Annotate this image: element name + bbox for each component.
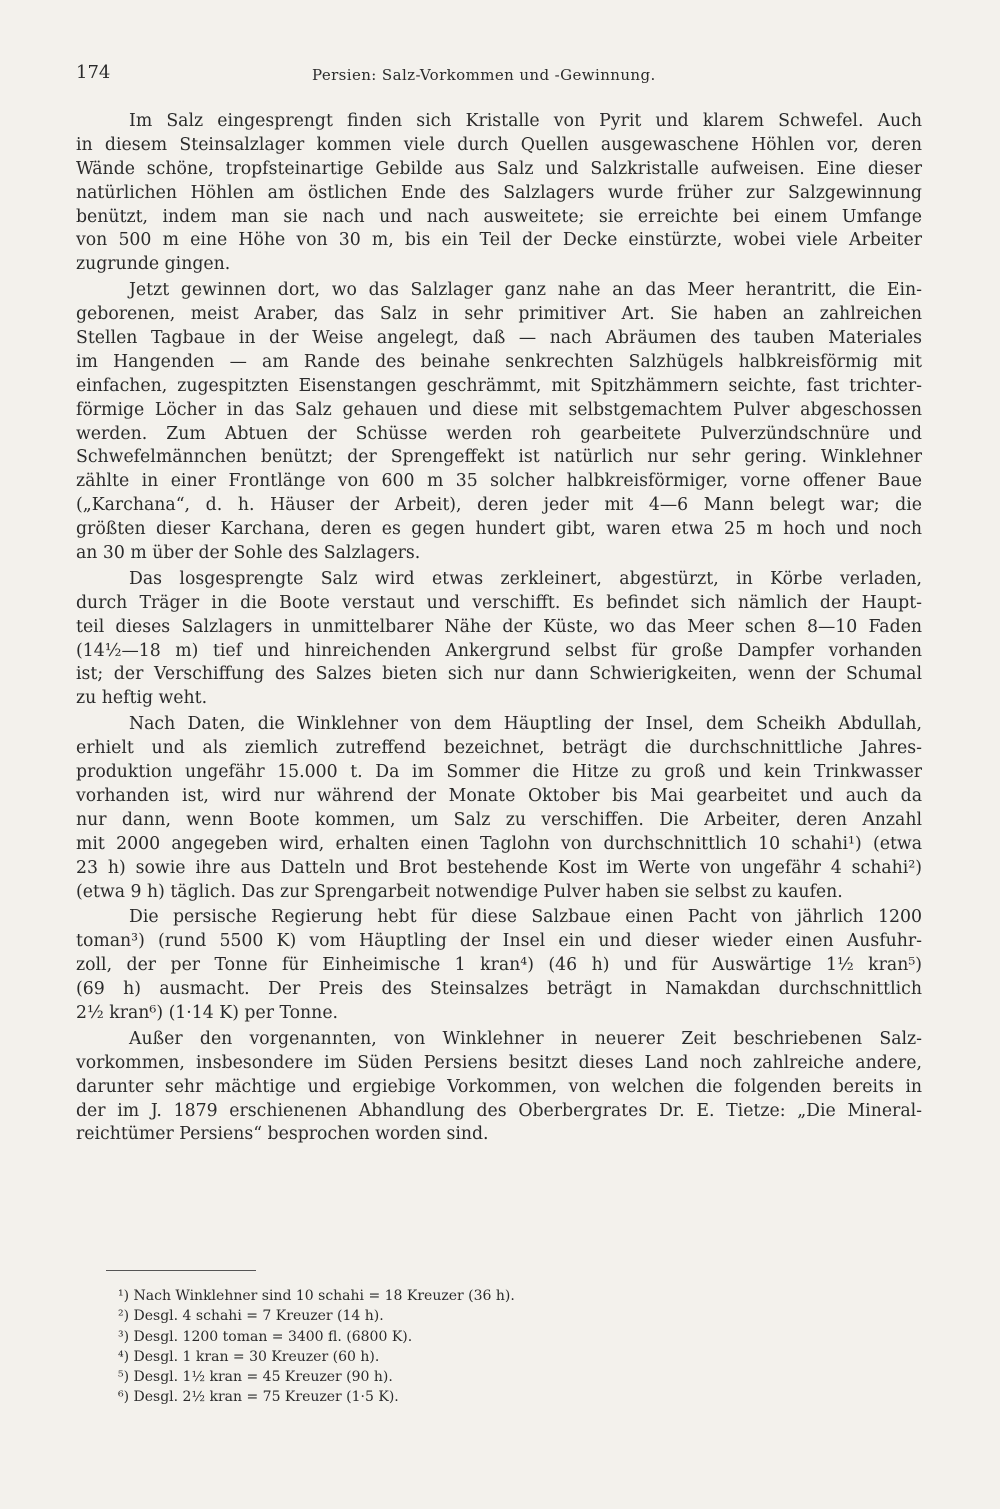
text-line: Stellen Tagbaue in der Weise angelegt, daß — nach Abräumen des tauben Materiales	[76, 328, 922, 349]
paragraph	[76, 1028, 922, 1147]
paragraph	[76, 279, 922, 566]
text-line: zugrunde gingen.	[76, 254, 231, 275]
text-line: werden. Zum Abtuen der Schüsse werden roh gearbeitete Pulverzündschnüre und	[76, 423, 922, 444]
text-line: (14½—18 m) tief und hinreichenden Ankergrund selbst für große Dampfer vorhanden	[76, 640, 922, 661]
running-head: Persien: Salz-Vorkommen und -Gewinnung.	[312, 66, 656, 84]
text-line: mit 2000 angegeben wird, erhalten einen Taglohn von durchschnittlich 10 schahi¹) (etwa	[76, 833, 922, 854]
footnote: ¹) Nach Winklehner sind 10 schahi = 18 Kreuzer (36 h).	[118, 1288, 515, 1304]
text-line: zählte in einer Frontlänge von 600 m 35 solcher halbkreisförmiger, vorne offener Baue	[76, 471, 922, 492]
paragraph	[76, 713, 922, 904]
text-line: förmige Löcher in das Salz gehauen und diese mit selbstgemachtem Pulver abgeschossen	[76, 399, 922, 420]
text-line: Das losgesprengte Salz wird etwas zerkleinert, abgestürzt, in Körbe verladen,	[129, 568, 922, 589]
text-line: einfachen, zugespitzten Eisenstangen geschrämmt, mit Spitzhämmern seichte, fast trichter-	[76, 375, 922, 396]
text-line: benützt, indem man sie nach und nach ausweitete; sie erreichte bei einem Umfange	[76, 206, 922, 227]
text-line: (69 h) ausmacht. Der Preis des Steinsalzes beträgt in Namakdan durchschnittlich	[76, 979, 922, 1000]
text-line: darunter sehr mächtige und ergiebige Vorkommen, von welchen die folgenden bereits in	[76, 1076, 922, 1097]
text-line: Wände schöne, tropfsteinartige Gebilde aus Salz und Salzkristalle aufweisen. Eine dieser	[76, 158, 922, 179]
text-line: durch Träger in die Boote verstaut und verschifft. Es befindet sich nämlich der Haupt-	[76, 592, 922, 613]
text-line: („Karchana“, d. h. Häuser der Arbeit), deren jeder mit 4—6 Mann belegt war; die	[76, 495, 922, 516]
text-line: erhielt und als ziemlich zutreffend bezeichnet, beträgt die durchschnittliche Jahres-	[76, 738, 922, 759]
text-line: toman³) (rund 5500 K) vom Häuptling der Insel ein und dieser wieder einen Ausfuhr-	[76, 931, 922, 952]
page-number: 174	[76, 62, 111, 83]
text-line: vorkommen, insbesondere im Süden Persiens besitzt dieses Land noch zahlreiche andere,	[76, 1052, 922, 1073]
text-line: an 30 m über der Sohle des Salzlagers.	[76, 543, 421, 564]
text-line: nur dann, wenn Boote kommen, um Salz zu verschiffen. Die Arbeiter, deren Anzahl	[76, 809, 922, 830]
text-line: ist; der Verschiffung des Salzes bieten sich nur dann Schwierigkeiten, wenn der Schumal	[76, 664, 922, 685]
footnote: ⁵) Desgl. 1½ kran = 45 Kreuzer (90 h).	[118, 1369, 393, 1386]
text-line: Die persische Regierung hebt für diese Salzbaue einen Pacht von jährlich 1200	[129, 907, 922, 928]
text-line: 23 h) sowie ihre aus Datteln und Brot bestehende Kost im Werte von ungefähr 4 schahi²)	[76, 857, 922, 878]
text-line: in diesem Steinsalzlager kommen viele durch Quellen ausgewaschene Höhlen vor, deren	[76, 134, 922, 155]
text-line: Schwefelmännchen benützt; der Sprengeffekt ist natürlich nur sehr gering. Winklehner	[76, 447, 922, 468]
paragraph	[76, 906, 922, 1025]
text-line: der im J. 1879 erschienenen Abhandlung des Oberbergrates Dr. E. Tietze: „Die Mineral-	[76, 1100, 922, 1121]
page-header	[76, 62, 926, 90]
text-line: natürlichen Höhlen am östlichen Ende des Salzlagers wurde früher zur Salzgewinnung	[76, 182, 922, 203]
text-line: vorhanden ist, wird nur während der Monate Oktober bis Mai gearbeitet und auch da	[76, 785, 922, 806]
text-line: Jetzt gewinnen dort, wo das Salzlager ganz nahe an das Meer herantritt, die Ein-	[129, 280, 922, 301]
text-line: produktion ungefähr 15.000 t. Da im Sommer die Hitze zu groß und kein Trinkwasser	[76, 762, 922, 783]
footnote: ²) Desgl. 4 schahi = 7 Kreuzer (14 h).	[118, 1308, 384, 1325]
footnote: ⁶) Desgl. 2½ kran = 75 Kreuzer (1·5 K).	[118, 1389, 399, 1406]
text-line: zu heftig weht.	[76, 688, 208, 709]
text-line: größten dieser Karchana, deren es gegen hundert gibt, waren etwa 25 m hoch und noch	[76, 519, 922, 540]
text-line: teil dieses Salzlagers in unmittelbarer Nähe der Küste, wo das Meer schen 8—10 Faden	[76, 616, 922, 637]
text-line: Im Salz eingesprengt finden sich Kristalle von Pyrit und klarem Schwefel. Auch	[129, 111, 922, 131]
text-line: (etwa 9 h) täglich. Das zur Sprengarbeit notwendige Pulver haben sie selbst zu kaufen.	[76, 881, 843, 902]
footnote: ³) Desgl. 1200 toman = 3400 fl. (6800 K).	[118, 1328, 413, 1345]
text-line: im Hangenden — am Rande des beinahe senkrechten Salzhügels halbkreisförmig mit	[76, 351, 922, 372]
text-line: zoll, der per Tonne für Einheimische 1 kran⁴) (46 h) und für Auswärtige 1½ kran⁵)	[76, 955, 922, 976]
body-text	[76, 110, 922, 1149]
paragraph	[76, 110, 922, 277]
text-line: 2½ kran⁶) (1·14 K) per Tonne.	[76, 1002, 339, 1023]
paragraph	[76, 568, 922, 711]
text-line: Außer den vorgenannten, von Winklehner in neuerer Zeit beschriebenen Salz-	[129, 1028, 922, 1049]
text-line: von 500 m eine Höhe von 30 m, bis ein Teil der Decke einstürzte, wobei viele Arbeiter	[76, 230, 922, 251]
footnotes	[118, 1286, 638, 1408]
text-line: reichtümer Persiens“ besprochen worden sind.	[76, 1124, 489, 1145]
text-line: Nach Daten, die Winklehner von dem Häuptling der Insel, dem Scheikh Abdullah,	[129, 714, 922, 735]
footnote-rule	[106, 1270, 256, 1271]
text-line: geborenen, meist Araber, das Salz in sehr primitiver Art. Sie haben an zahlreichen	[76, 304, 922, 325]
footnote: ⁴) Desgl. 1 kran = 30 Kreuzer (60 h).	[118, 1348, 380, 1365]
